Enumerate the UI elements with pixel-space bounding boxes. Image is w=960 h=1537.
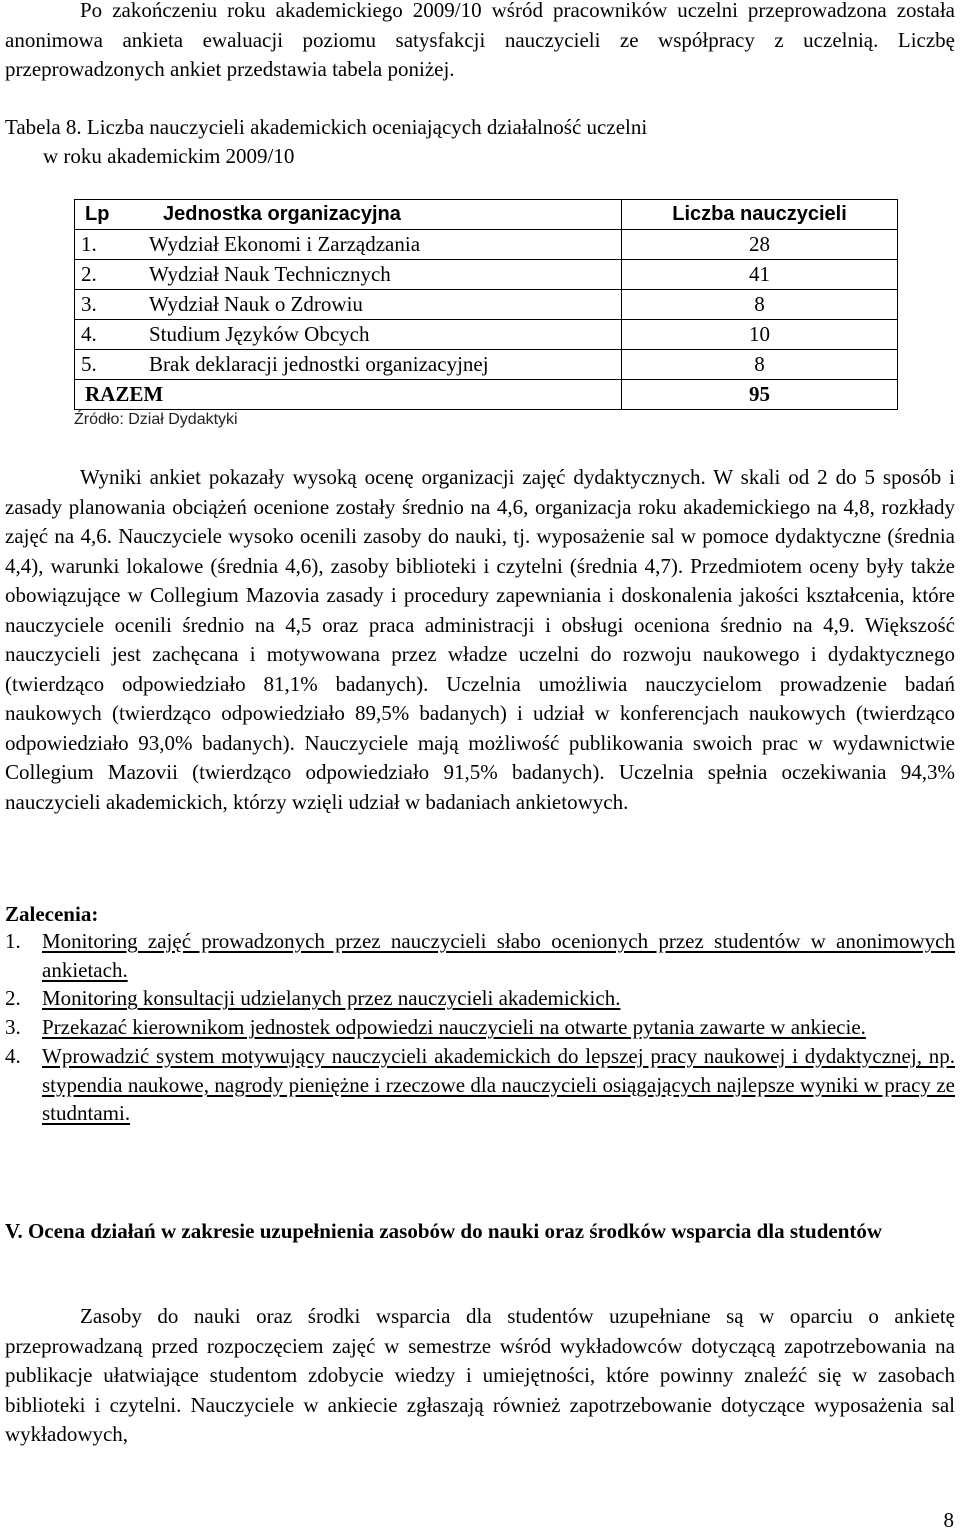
page-number: 8	[943, 1508, 954, 1532]
item-number: 2.	[5, 986, 21, 1011]
table-row	[75, 230, 898, 260]
row-unit: Wydział Nauk Technicznych	[143, 260, 622, 290]
table-row	[75, 350, 898, 380]
row-unit: Brak deklaracji jednostki organizacyjnej	[143, 350, 622, 380]
header-unit: Jednostka organizacyjna	[143, 200, 622, 230]
row-count: 28	[622, 230, 898, 260]
table-row	[75, 320, 898, 350]
list-item	[5, 984, 955, 1013]
item-text: Monitoring konsultacji udzielanych przez nauczycieli akademickich.	[42, 986, 621, 1011]
table-source: Źródło: Dział Dydaktyki	[74, 411, 238, 428]
results-paragraph: Wyniki ankiet pokazały wysoką ocenę organizacji zajęć dydaktycznych. W skali od 2 do 5 sposób i zasady planowania obciążeń ocenione zostały średnio na 4,6, organizacja roku akademickiego na 4,8, rozkłady zajęć na 4,6. Nauczyciele wysoko ocenili zasoby do nauki, tj. wyposażenie sal w pomoce dydaktyczne (średnia 4,4), warunki lokalowe (średnia 4,6), zasoby biblioteki i czytelni (średnia 4,7). Przedmiotem oceny były także obowiązujące w Collegium Mazovia zasady i procedury zapewniania i doskonalenia jakości kształcenia, które nauczyciele ocenili średnio na 4,5 oraz praca administracji i obsługi oceniona średnio na 4,9. Większość nauczycieli jest zachęcana i motywowana przez władze uczelni do rozwoju naukowego i dydaktycznego (twierdząco odpowiedziało 81,1% badanych). Uczelnia umożliwia nauczycielom prowadzenie badań naukowych (twierdząco odpowiedziało 89,5% badanych) i udział w konferencjach naukowych (twierdząco odpowiedziało 93,0% badanych). Nauczyciele mają możliwość publikowania swoich prac w wydawnictwie Collegium Mazovii (twierdząco odpowiedziało 91,5% badanych). Uczelnia spełnia oczekiwania 94,3% nauczycieli akademickich, którzy wzięli udział w badaniach ankietowych.	[5, 465, 955, 814]
row-unit: Wydział Ekonomi i Zarządzania	[143, 230, 622, 260]
table-row	[75, 290, 898, 320]
table-header-row	[75, 200, 898, 230]
row-count: 41	[622, 260, 898, 290]
teachers-table	[74, 199, 898, 410]
item-number: 4.	[5, 1043, 21, 1068]
item-text: Przekazać kierownikom jednostek odpowiedzi nauczycieli na otwarte pytania zawarte w ankiecie.	[42, 1015, 866, 1040]
item-text: Monitoring zajęć prowadzonych przez nauczycieli słabo ocenionych przez studentów w anonimowych ankietach.	[42, 929, 955, 982]
section-paragraph: Zasoby do nauki oraz środki wsparcia dla studentów uzupełniane są w oparciu o ankietę przeprowadzaną przed rozpoczęciem zajęć w semestrze wśród wykładowców dotyczącą zapotrzebowania na publikacje ułatwiające studentom zdobycie wiedzy i umiejętności, które powinny znaleźć się w zasobach biblioteki i czytelni. Nauczyciele w ankiecie zgłaszają również zapotrzebowanie dotyczące wyposażenia sal wykładowych,	[5, 1304, 955, 1446]
header-count: Liczba nauczycieli	[622, 200, 898, 230]
row-lp: 4.	[75, 320, 144, 350]
section-heading: V. Ocena działań w zakresie uzupełnienia zasobów do nauki oraz środków wsparcia dla studentów	[5, 1219, 883, 1243]
row-unit: Wydział Nauk o Zdrowiu	[143, 290, 622, 320]
row-count: 8	[622, 290, 898, 320]
row-count: 10	[622, 320, 898, 350]
header-lp: Lp	[75, 200, 144, 230]
row-lp: 3.	[75, 290, 144, 320]
row-unit: Studium Języków Obcych	[143, 320, 622, 350]
list-item	[5, 1042, 955, 1128]
table-row	[75, 260, 898, 290]
row-lp: 5.	[75, 350, 144, 380]
list-item	[5, 927, 955, 984]
total-count: 95	[622, 380, 898, 410]
item-number: 1.	[5, 929, 21, 953]
row-lp: 2.	[75, 260, 144, 290]
item-text: Wprowadzić system motywujący nauczycieli akademickich do lepszej pracy naukowej i dydaktycznej, np. stypendia naukowe, nagrody pieniężne i rzeczowe dla nauczycieli osiągających najlepsze wyniki w pracy ze studntami.	[42, 1043, 955, 1126]
table-caption-line-1: Tabela 8. Liczba nauczycieli akademickich oceniających działalność uczelni	[5, 115, 648, 139]
table-total-row	[75, 380, 898, 410]
recommendations-heading: Zalecenia:	[5, 902, 99, 926]
list-item	[5, 1013, 955, 1042]
table-caption-line-2: w roku akademickim 2009/10	[43, 144, 295, 168]
total-label: RAZEM	[75, 380, 622, 410]
row-count: 8	[622, 350, 898, 380]
row-lp: 1.	[75, 230, 144, 260]
item-number: 3.	[5, 1015, 21, 1040]
intro-paragraph: Po zakończeniu roku akademickiego 2009/10 wśród pracowników uczelni przeprowadzona została anonimowa ankieta ewaluacji poziomu satysfakcji nauczycieli ze współpracy z uczelnią. Liczbę przeprowadzonych ankiet przedstawia tabela poniżej.	[5, 0, 955, 81]
table-caption	[5, 113, 905, 171]
recommendations-list	[5, 927, 955, 1128]
